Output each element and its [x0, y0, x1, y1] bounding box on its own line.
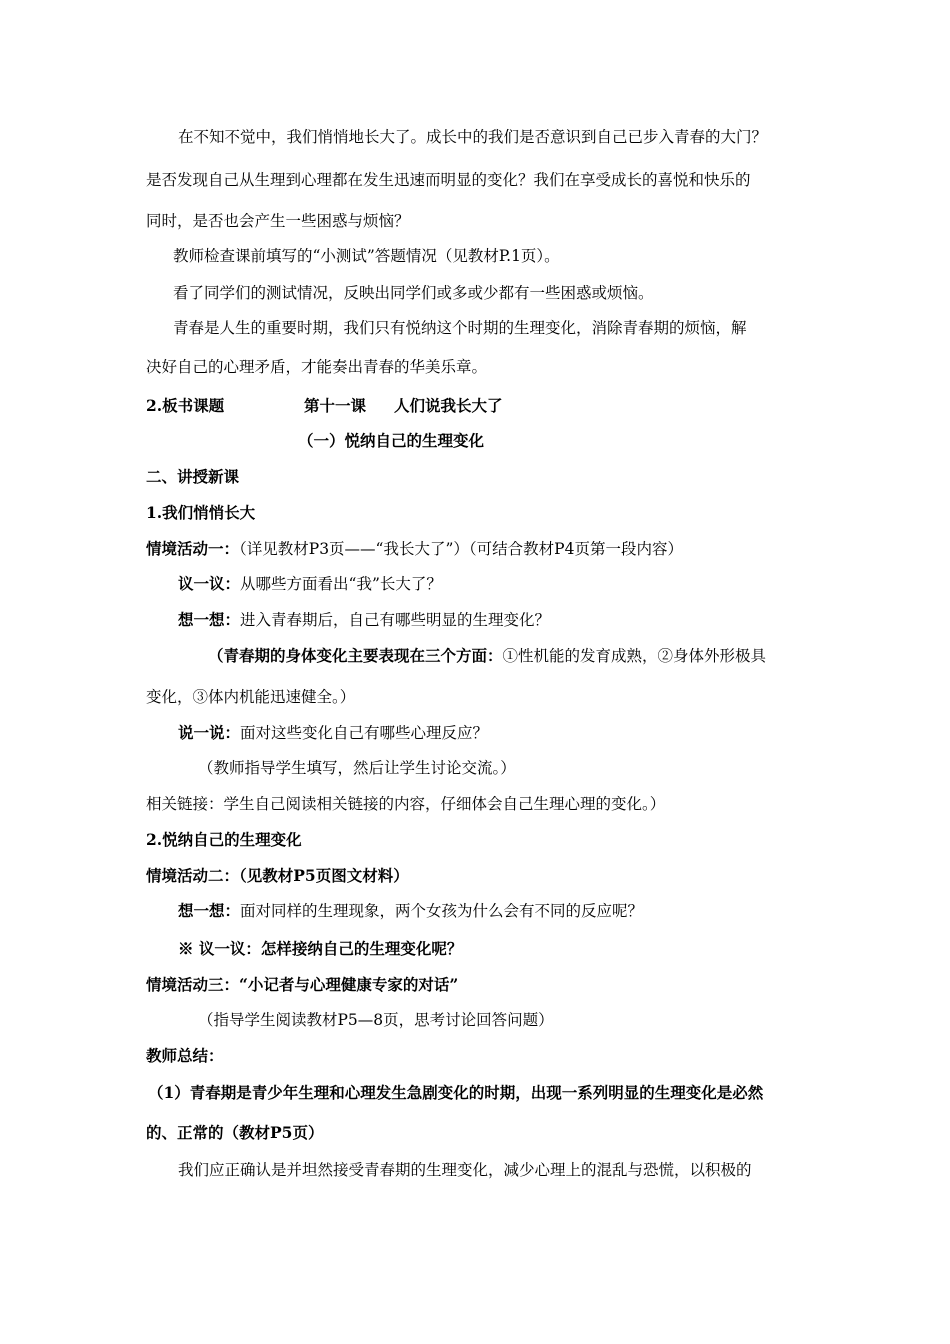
summary1-line2: 的、正常的（教材P5页） — [146, 1123, 324, 1142]
summary1-line1: （1）青春期是青少年生理和心理发生急剧变化的时期，出现一系列明显的生理变化是必然 — [148, 1083, 764, 1102]
think2-line — [178, 901, 643, 921]
activity1-line — [146, 539, 683, 559]
think-label: 想一想： — [178, 610, 241, 629]
note-line1 — [208, 646, 766, 666]
board-title-line — [146, 396, 503, 416]
discuss-label: 议一议： — [178, 574, 241, 593]
note-bold: （青春期的身体变化主要表现在三个方面： — [208, 646, 503, 665]
intro-para1-line1: 在不知不觉中，我们悄悄地长大了。成长中的我们是否意识到自己已步入青春的大门？ — [178, 128, 768, 146]
activity1-text: （详见教材P3页——“我长大了”）（可结合教材P4页第一段内容） — [239, 540, 683, 558]
guide2: （指导学生阅读教材P5—8页，思考讨论回答问题） — [198, 1011, 554, 1029]
lesson-title: 人们说我长大了 — [394, 396, 503, 415]
related-link: 相关链接：学生自己阅读相关链接的内容，仔细体会自己生理心理的变化。） — [146, 795, 666, 813]
intro-para4-line1: 青春是人生的重要时期，我们只有悦纳这个时期的生理变化，消除青春期的烦恼，解 — [173, 319, 747, 337]
intro-para4-line2: 决好自己的心理矛盾，才能奏出青春的华美乐章。 — [146, 358, 488, 376]
activity1-label: 情境活动一： — [146, 539, 240, 558]
say-label: 说一说： — [178, 723, 241, 742]
discuss2: ※ 议一议：怎样接纳自己的生理变化呢？ — [178, 939, 463, 958]
last-paragraph: 我们应正确认是并坦然接受青春期的生理变化，减少心理上的混乱与恐慌，以积极的 — [178, 1161, 752, 1179]
lesson-number: 第十一课 — [304, 396, 367, 415]
intro-para1-line3: 同时，是否也会产生一些困惑与烦恼？ — [146, 212, 410, 230]
intro-para2: 教师检查课前填写的“小测试”答题情况（见教材P.1页）。 — [173, 247, 560, 265]
section2-heading: 二、讲授新课 — [146, 467, 240, 486]
note-rest: ①性机能的发育成熟，②身体外形极具 — [502, 647, 767, 665]
think-line — [178, 610, 550, 630]
intro-para3: 看了同学们的测试情况，反映出同学们或多或少都有一些困惑或烦恼。 — [173, 284, 654, 302]
activity3: 情境活动三：“小记者与心理健康专家的对话” — [146, 975, 459, 994]
think2-text: 面对同样的生理现象，两个女孩为什么会有不同的反应呢？ — [240, 902, 644, 920]
intro-para1-line2: 是否发现自己从生理到心理都在发生迅速而明显的变化？我们在享受成长的喜悦和快乐的 — [146, 171, 751, 189]
think-text: 进入青春期后，自己有哪些明显的生理变化？ — [240, 611, 551, 629]
discuss-text: 从哪些方面看出“我”长大了？ — [240, 575, 442, 593]
subsection1-heading: 1.我们悄悄长大 — [146, 503, 256, 522]
subsection2-heading: 2.悦纳自己的生理变化 — [146, 830, 302, 849]
note-line2: 变化，③体内机能迅速健全。） — [146, 688, 356, 706]
activity2: 情境活动二：（见教材P5页图文材料） — [146, 866, 409, 885]
say-line — [178, 723, 488, 743]
think2-label: 想一想： — [178, 901, 241, 920]
guide1: （教师指导学生填写，然后让学生讨论交流。） — [198, 759, 516, 777]
summary-label: 教师总结： — [146, 1046, 224, 1065]
say-text: 面对这些变化自己有哪些心理反应？ — [240, 724, 489, 742]
lesson-subtitle: （一）悦纳自己的生理变化 — [298, 431, 485, 450]
discuss-line — [178, 574, 442, 594]
board-label: 2.板书课题 — [146, 396, 225, 415]
